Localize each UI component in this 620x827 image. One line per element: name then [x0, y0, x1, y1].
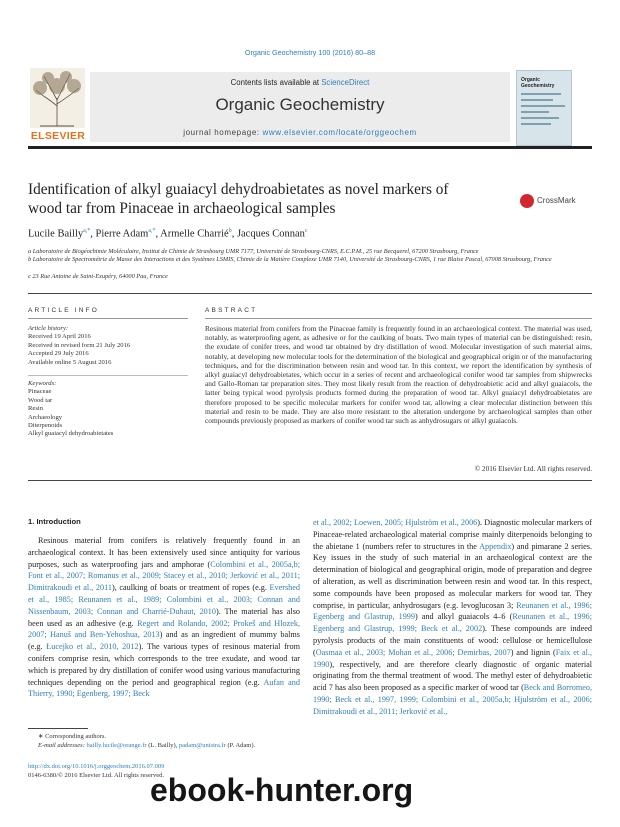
- contents-prefix: Contents lists available at: [230, 78, 322, 87]
- author-list: Lucile Bailly$^{a,*}$, Pierre Adam$^{a,*}$, Armelle Charrié$^b$, Jacques Connan$^c$: [28, 228, 308, 240]
- email-owner: (P. Adam).: [225, 742, 256, 749]
- author-affiliation-marker[interactable]: a,*: [83, 228, 91, 234]
- author-name: Jacques Connan: [236, 228, 305, 240]
- body-text: ). The material has also been used as an adhesive (e.g.: [28, 606, 300, 628]
- body-text: ) and lignin (: [510, 647, 556, 657]
- author-affiliation-marker[interactable]: c: [304, 228, 308, 234]
- body-text: Resinous material from conifers is relatively frequently found in an archaeological context. It has been extensively used since antiquity for various purposes, such as waterproofing jars and amphorae (: [28, 536, 300, 569]
- body-text: ). Diagnostic molecular markers of Pinaceae-related archaeological material comprise mainly diterpenoids belonging to the abietane 1 (numbers refer to structures in the: [313, 518, 593, 551]
- corresponding-author-footnote: [38, 732, 308, 750]
- affiliation: b Laboratoire de Spectrométrie de Masse des Interactions et des Systèmes LSMIS, Chimie de la Matière Complexe UMR 7140, Université de Strasbourg-CNRS, 1 rue Blaise Pascal, 67008 Strasbourg, France: [28, 256, 552, 263]
- info-rule: [28, 318, 188, 319]
- citation-link[interactable]: Faix et al., 1990: [313, 647, 592, 669]
- keyword: Pinaceae: [28, 388, 52, 396]
- keyword: Diterpenoids: [28, 422, 63, 430]
- article-title: Identification of alkyl guaiacyl dehydroabietates as novel markers of wood tar from Pinaceae in archaeological samples: [28, 181, 449, 217]
- issn-line: 0146-6380/© 2016 Elsevier Ltd. All rights reserved.: [28, 772, 164, 779]
- crossmark-icon: [520, 194, 534, 208]
- author-affiliation-marker[interactable]: a,*: [148, 228, 156, 234]
- homepage-link[interactable]: www.elsevier.com/locate/orggeochem: [262, 128, 417, 137]
- cover-stripe: [521, 123, 551, 125]
- history-entry: Received 19 April 2016: [28, 333, 91, 341]
- footnote-emails: [38, 741, 308, 750]
- citation-link[interactable]: Aufan and Thierry, 1990; Egenberg, 1997; Beck: [28, 677, 300, 699]
- elsevier-tree-logo: [30, 68, 85, 128]
- header-rule: [28, 146, 592, 149]
- citation-link[interactable]: Beck and Borromeo, 1990; Beck et al., 1997, 1999; Colombini et al., 2005a,b; Hjulström et al., 2006; Dimitrakoudi et al., 2011; Jerković et al.,: [313, 683, 592, 716]
- keyword: Archaeology: [28, 413, 63, 421]
- history-entry: Available online 5 August 2016: [28, 358, 112, 366]
- citation-link[interactable]: Evershed et al., 1985; Reunanen et al., 1989; Colombini et al., 2003; Connan and Nissenbaum, 2003; Connan and Charrié-Duhaut, 2010: [28, 583, 300, 616]
- section-rule: [28, 480, 592, 481]
- affiliation: a Laboratoire de Biogéochimie Moléculaire, Institut de Chimie de Strasbourg UMR 7177, Université de Strasbourg-CNRS, E.C.P.M., 25 rue Becquerel, 67200 Strasbourg, France: [28, 248, 479, 255]
- citation-link[interactable]: Regert and Rolando, 2002; Prokeš and Hlozek, 2007; Hanuš and Ben-Yehoshua, 2013: [28, 618, 300, 640]
- author-affiliation-marker[interactable]: b: [228, 228, 232, 234]
- cover-stripe: [521, 117, 559, 119]
- elsevier-wordmark: ELSEVIER: [30, 130, 86, 142]
- cover-stripe: [521, 111, 549, 113]
- email-link[interactable]: padam@unistra.fr: [178, 742, 226, 749]
- journal-cover-thumbnail[interactable]: [516, 70, 572, 146]
- abstract-rule: [205, 318, 592, 319]
- author-name: Lucile Bailly: [28, 228, 84, 240]
- keyword: Wood tar: [28, 396, 53, 404]
- doi-link[interactable]: http://dx.doi.org/10.1016/j.orggeochem.2016.07.009: [28, 763, 165, 770]
- journal-homepage: [90, 128, 510, 137]
- citation-link[interactable]: Reunanen et al., 1996; Egenberg and Glastrup, 1999: [313, 600, 592, 622]
- body-text: ) and alkyl guaiacols 4–6 (: [414, 612, 513, 622]
- body-text: ) and as an ingredient of mummy balms (e.g.: [28, 630, 300, 652]
- email-link[interactable]: bailly.lucile@orange.fr: [86, 742, 147, 749]
- affiliation: c 23 Rue Antoine de Saint-Exupéry, 64000 Pau, France: [28, 273, 168, 280]
- keywords: [28, 380, 188, 439]
- article-history: [28, 325, 188, 367]
- citation-link[interactable]: Appendix: [479, 541, 512, 551]
- citation-link[interactable]: et al., 2002; Loewen, 2005; Hjulström et al., 2006: [313, 518, 478, 527]
- author-name: Pierre Adam: [95, 228, 149, 240]
- footnote-rule: [28, 728, 88, 729]
- cover-stripe: [521, 93, 561, 95]
- cover-stripe: [521, 105, 565, 107]
- history-entry: Accepted 29 July 2016: [28, 350, 89, 358]
- keyword: Alkyl guaiacyl dehydroabietates: [28, 430, 114, 438]
- citation-link[interactable]: Colombini et al., 2005a,b; Font et al., 2007; Romanus et al., 2009; Stacey et al., 2010; Jerković et al., 2011; Dimitrakoudi et al., 2011: [28, 559, 300, 593]
- citation-link[interactable]: Oasmaa et al., 2003; Mohan et al., 2006; Demirbas, 2007: [315, 647, 511, 657]
- journal-reference[interactable]: Organic Geochemistry 100 (2016) 80–88: [244, 48, 376, 57]
- body-text: ), respectively, and are therefore clearly diagnostic of organic material originating from the thermal treatment of wood. The methyl ester of dehydroabietic acid 7 has also been proposed as a specific marker of wood tar (: [313, 659, 592, 693]
- article-info-heading: ARTICLE INFO: [28, 307, 100, 314]
- email-label: E-mail addresses:: [38, 742, 87, 749]
- keyword: Resin: [28, 405, 44, 413]
- crossmark-label: CrossMark: [537, 196, 576, 205]
- abstract-heading: ABSTRACT: [205, 307, 258, 314]
- homepage-prefix: journal homepage:: [183, 128, 263, 137]
- cover-stripe: [521, 99, 553, 101]
- sciencedirect-link[interactable]: ScienceDirect: [321, 78, 370, 87]
- watermark: ebook-hunter.org: [150, 772, 414, 808]
- footnote-star: ∗ Corresponding authors.: [38, 733, 107, 740]
- intro-column-left: [28, 535, 300, 700]
- crossmark-badge[interactable]: [520, 194, 582, 210]
- author-name: Armelle Charrié: [160, 228, 229, 240]
- intro-column-right: [313, 517, 592, 718]
- history-entry: Received in revised form 21 July 2016: [28, 341, 131, 349]
- introduction-heading: 1. Introduction: [28, 517, 81, 526]
- body-text: ). These compounds are indeed pyrolysis products of the main constituents of wood: cellulose or hemicellulose (: [313, 624, 593, 657]
- email-owner: (L. Bailly),: [146, 742, 179, 749]
- journal-name: Organic Geochemistry: [215, 95, 385, 114]
- abstract-copyright: © 2016 Elsevier Ltd. All rights reserved.: [474, 465, 592, 473]
- keywords-rule: [28, 375, 188, 376]
- section-rule: [28, 293, 592, 294]
- contents-line: [90, 78, 510, 87]
- body-text: ) and pimarane 2 series. Key issues in the study of such material in an archaeological context are the determination of biological and geographical origin, mode of preparation and degree of alteration, as well as discrimination between resin and wood tar. In this respect, some compounds have been proposed as molecular markers for wood tar. They comprise, in particular, anhydrosugars (e.g. levoglucosan 3;: [313, 541, 592, 610]
- body-text: ). The various types of resinous material from conifers comprise resin, which corresponds to the tree exudate, and wood tar which is prepared by dry distillation of conifer wood using various manufacturing techniques depending on the period and geographical region (e.g.: [28, 642, 300, 687]
- citation-link[interactable]: Łucejko et al., 2010, 2012: [46, 642, 139, 652]
- body-text: ), caulking of boats or treatment of ropes (e.g.: [111, 583, 270, 593]
- cover-title: Organic Geochemistry: [521, 77, 555, 89]
- history-label: Article history:: [28, 325, 69, 332]
- abstract-text: Resinous material from conifers from the Pinaceae family is frequently found in an archaeological context. The material was used, notably, as waterproofing agent, as adhesive or for the caulking of boats. Two main types of material can be distinguished: resin, the exudate of conifer trees, and wood tar obtained by dry distillation of wood. Molecular investigation of such material aims, notably, at developing new molecular tools for the determination of the biological and geographical origin or of the manufacturing techniques, and for the discrimination between resin and wood tar. In this context, we report the identification by synthesis of alkyl guaiacyl dehydroabietates, which occur in a series of recent and archaeological conifer wood tar samples from shipwrecks and Gallo-Roman tar preparation sites. They most likely result from the reaction of dehydroabietic acid and alkyl guaiacols, the latter being typical wood pyrolysis products formed during the preparation of wood tar. Alkyl guaiacyl dehydroabietates are therefore proposed to be specific molecular markers for conifer wood tar, allowing a clear molecular distinction between this material and resin to be made. They are also more resistant to the alteration undergone by archaeological samples than other compounds previously proposed as markers of conifer wood tar such as anhydrosugars or alkyl guaiacols.: [205, 324, 592, 426]
- citation-link[interactable]: Reunanen et al., 1996; Egenberg and Glastrup, 1999; Beck et al., 2002: [313, 612, 592, 634]
- keywords-label: Keywords:: [28, 380, 57, 387]
